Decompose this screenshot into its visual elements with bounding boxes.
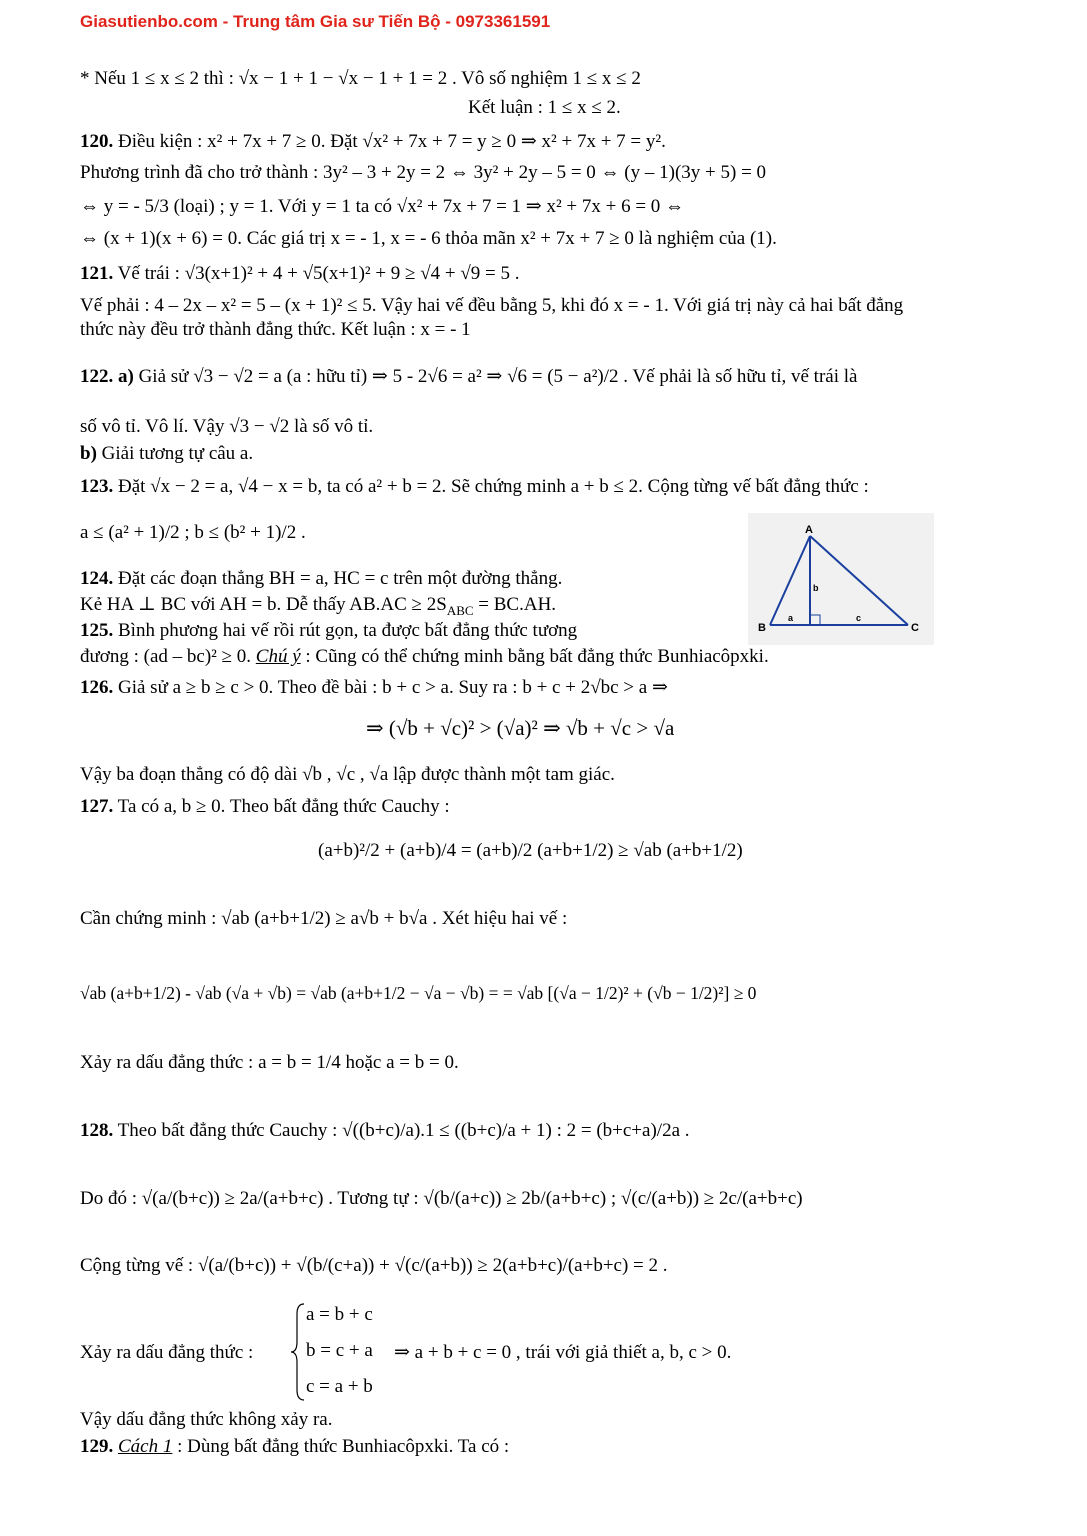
brace-icon: [290, 1302, 306, 1402]
problem-number: 124.: [80, 568, 114, 589]
text-line: ⇒ a + b + c = 0 , trái với giả thiết a, b, c > 0.: [394, 1342, 732, 1363]
system-line: b = c + a: [306, 1340, 373, 1361]
text: Đặt các đoạn thẳng BH = a, HC = c trên một đường thẳng.: [118, 568, 563, 589]
triangle-figure: [748, 513, 934, 645]
text: : Dùng bất đẳng thức Bunhiacôpxki. Ta có :: [172, 1436, 510, 1457]
equation-line: ⇒ (√b + √c)² > (√a)² ⇒ √b + √c > √a: [366, 716, 675, 740]
equation-line: (a+b)²/2 + (a+b)/4 = (a+b)/2 (a+b+1/2) ≥ √ab (a+b+1/2): [318, 840, 743, 861]
text: Giải tương tự câu a.: [101, 443, 254, 464]
text-line: a ≤ (a² + 1)/2 ; b ≤ (b² + 1)/2 .: [80, 522, 306, 543]
text-line: số vô tỉ. Vô lí. Vậy √3 − √2 là số vô tỉ.: [80, 416, 374, 437]
system-line: c = a + b: [306, 1376, 373, 1397]
text: Giả sử √3 − √2 = a (a : hữu tỉ) ⇒ 5 - 2√6 = a² ⇒ √6 = (5 − a²)/2 . Vế phải là số hữu tỉ, vế trái là: [138, 366, 858, 387]
text: Ta có a, b ≥ 0. Theo bất đẳng thức Cauchy :: [117, 796, 450, 817]
equation-line: √ab (a+b+1/2) - √ab (√a + √b) = √ab (a+b+1/2 − √a − √b) = = √ab [(√a − 1/2)² + (√b − 1/2)²] ≥ 0: [80, 983, 757, 1003]
text-line: [80, 594, 556, 616]
text-line: Cần chứng minh : √ab (a+b+1/2) ≥ a√b + b√a . Xét hiệu hai vế :: [80, 908, 568, 929]
text: Vế trái : √3(x+1)² + 4 + √5(x+1)² + 9 ≥ √4 + √9 = 5 .: [117, 263, 520, 284]
text-line: * Nếu 1 ≤ x ≤ 2 thì : √x − 1 + 1 − √x − 1 + 1 = 2 . Vô số nghiệm 1 ≤ x ≤ 2: [80, 68, 641, 89]
text-line: [80, 646, 1057, 668]
vertex-label-A: A: [805, 524, 813, 536]
text-line: Phương trình đã cho trở thành : 3y² – 3 + 2y = 2 ⇔ 3y² + 2y – 5 = 0 ⇔ (y – 1)(3y + 5) = 0: [80, 162, 767, 183]
text: = BC.AH.: [473, 594, 557, 615]
text: Điều kiện : x² + 7x + 7 ≥ 0. Đặt √x² + 7x + 7 = y ≥ 0 ⇒ x² + 7x + 7 = y².: [118, 131, 666, 152]
text: Giả sử a ≥ b ≥ c > 0. Theo đề bài : b + c > a. Suy ra : b + c + 2√bc > a ⇒: [118, 677, 668, 698]
problem-number: 121.: [80, 263, 114, 284]
problem-number: 127.: [80, 796, 114, 817]
text-line: Vậy dấu đẳng thức không xảy ra.: [80, 1409, 333, 1430]
subscript: ABC: [446, 602, 474, 618]
text: Theo bất đẳng thức Cauchy : √((b+c)/a).1 ≤ ((b+c)/a + 1) : 2 = (b+c+a)/2a .: [117, 1120, 690, 1141]
page-header: Giasutienbo.com - Trung tâm Gia sư Tiến Bộ - 0973361591: [80, 12, 551, 31]
text: Bình phương hai vế rồi rút gọn, ta được bất đẳng thức tương: [118, 620, 578, 641]
vertex-label-C: C: [911, 622, 919, 634]
text: Đặt √x − 2 = a, √4 − x = b, ta có a² + b = 2. Sẽ chứng minh a + b ≤ 2. Cộng từng vế bất đẳng thức :: [118, 476, 869, 497]
text-line: Vậy ba đoạn thẳng có độ dài √b , √c , √a lập được thành một tam giác.: [80, 764, 615, 785]
text-line: Cộng từng vế : √(a/(b+c)) + √(b/(c+a)) + √(c/(a+b)) ≥ 2(a+b+c)/(a+b+c) = 2 .: [80, 1255, 668, 1276]
text-line: Xảy ra dấu đẳng thức :: [80, 1342, 254, 1363]
problem-number: 126.: [80, 677, 114, 698]
note-label: Chú ý: [255, 646, 301, 667]
part-label: b): [80, 443, 97, 464]
text-line: ⇔ (x + 1)(x + 6) = 0. Các giá trị x = - 1, x = - 6 thỏa mãn x² + 7x + 7 ≥ 0 là nghiệm của (1).: [80, 228, 777, 249]
problem-122-line: [80, 366, 1057, 388]
text: : Cũng có thể chứng minh bằng bất đẳng thức Bunhiacôpxki.: [300, 646, 769, 667]
text-line: Vế phải : 4 – 2x – x² = 5 – (x + 1)² ≤ 5. Vậy hai vế đều bằng 5, khi đó x = - 1. Với giá trị này cả hai bất đẳng: [80, 295, 904, 316]
problem-number: 129.: [80, 1436, 114, 1457]
text: đương : (ad – bc)² ≥ 0.: [80, 646, 256, 667]
system-line: a = b + c: [306, 1304, 373, 1325]
problem-124-line: [80, 568, 562, 590]
problem-125-line: [80, 620, 577, 642]
problem-129-line: [80, 1436, 1057, 1458]
text: Kẻ HA ⊥ BC với AH = b. Dễ thấy AB.AC ≥ 2S: [80, 594, 447, 615]
method-label: Cách 1: [118, 1436, 173, 1457]
text-line: Kết luận : 1 ≤ x ≤ 2.: [468, 97, 621, 118]
segment-label-c: c: [856, 613, 862, 623]
problem-number: 128.: [80, 1120, 114, 1141]
vertex-label-B: B: [758, 622, 766, 634]
segment-label-b: b: [813, 583, 819, 593]
text-line: thức này đều trở thành đẳng thức. Kết luận : x = - 1: [80, 319, 471, 340]
text-line: ⇔ y = - 5/3 (loại) ; y = 1. Với y = 1 ta có √x² + 7x + 7 = 1 ⇒ x² + 7x + 6 = 0 ⇔: [80, 196, 685, 217]
text-line: Do đó : √(a/(b+c)) ≥ 2a/(a+b+c) . Tương tự : √(b/(a+c)) ≥ 2b/(a+b+c) ; √(c/(a+b)) ≥ 2c/(a+b+c): [80, 1188, 803, 1209]
problem-126-line: [80, 677, 1057, 699]
problem-number: 122. a): [80, 366, 134, 387]
problem-120-line: [80, 131, 1057, 153]
problem-127-line: [80, 796, 1057, 818]
problem-123-line: [80, 476, 1057, 498]
problem-number: 123.: [80, 476, 114, 497]
text-line: [80, 443, 1057, 465]
problem-121-line: [80, 263, 1057, 285]
text-line: Xảy ra dấu đẳng thức : a = b = 1/4 hoặc a = b = 0.: [80, 1052, 459, 1073]
segment-label-a: a: [788, 613, 794, 623]
problem-128-line: [80, 1120, 1057, 1142]
problem-number: 120.: [80, 131, 114, 152]
problem-number: 125.: [80, 620, 114, 641]
